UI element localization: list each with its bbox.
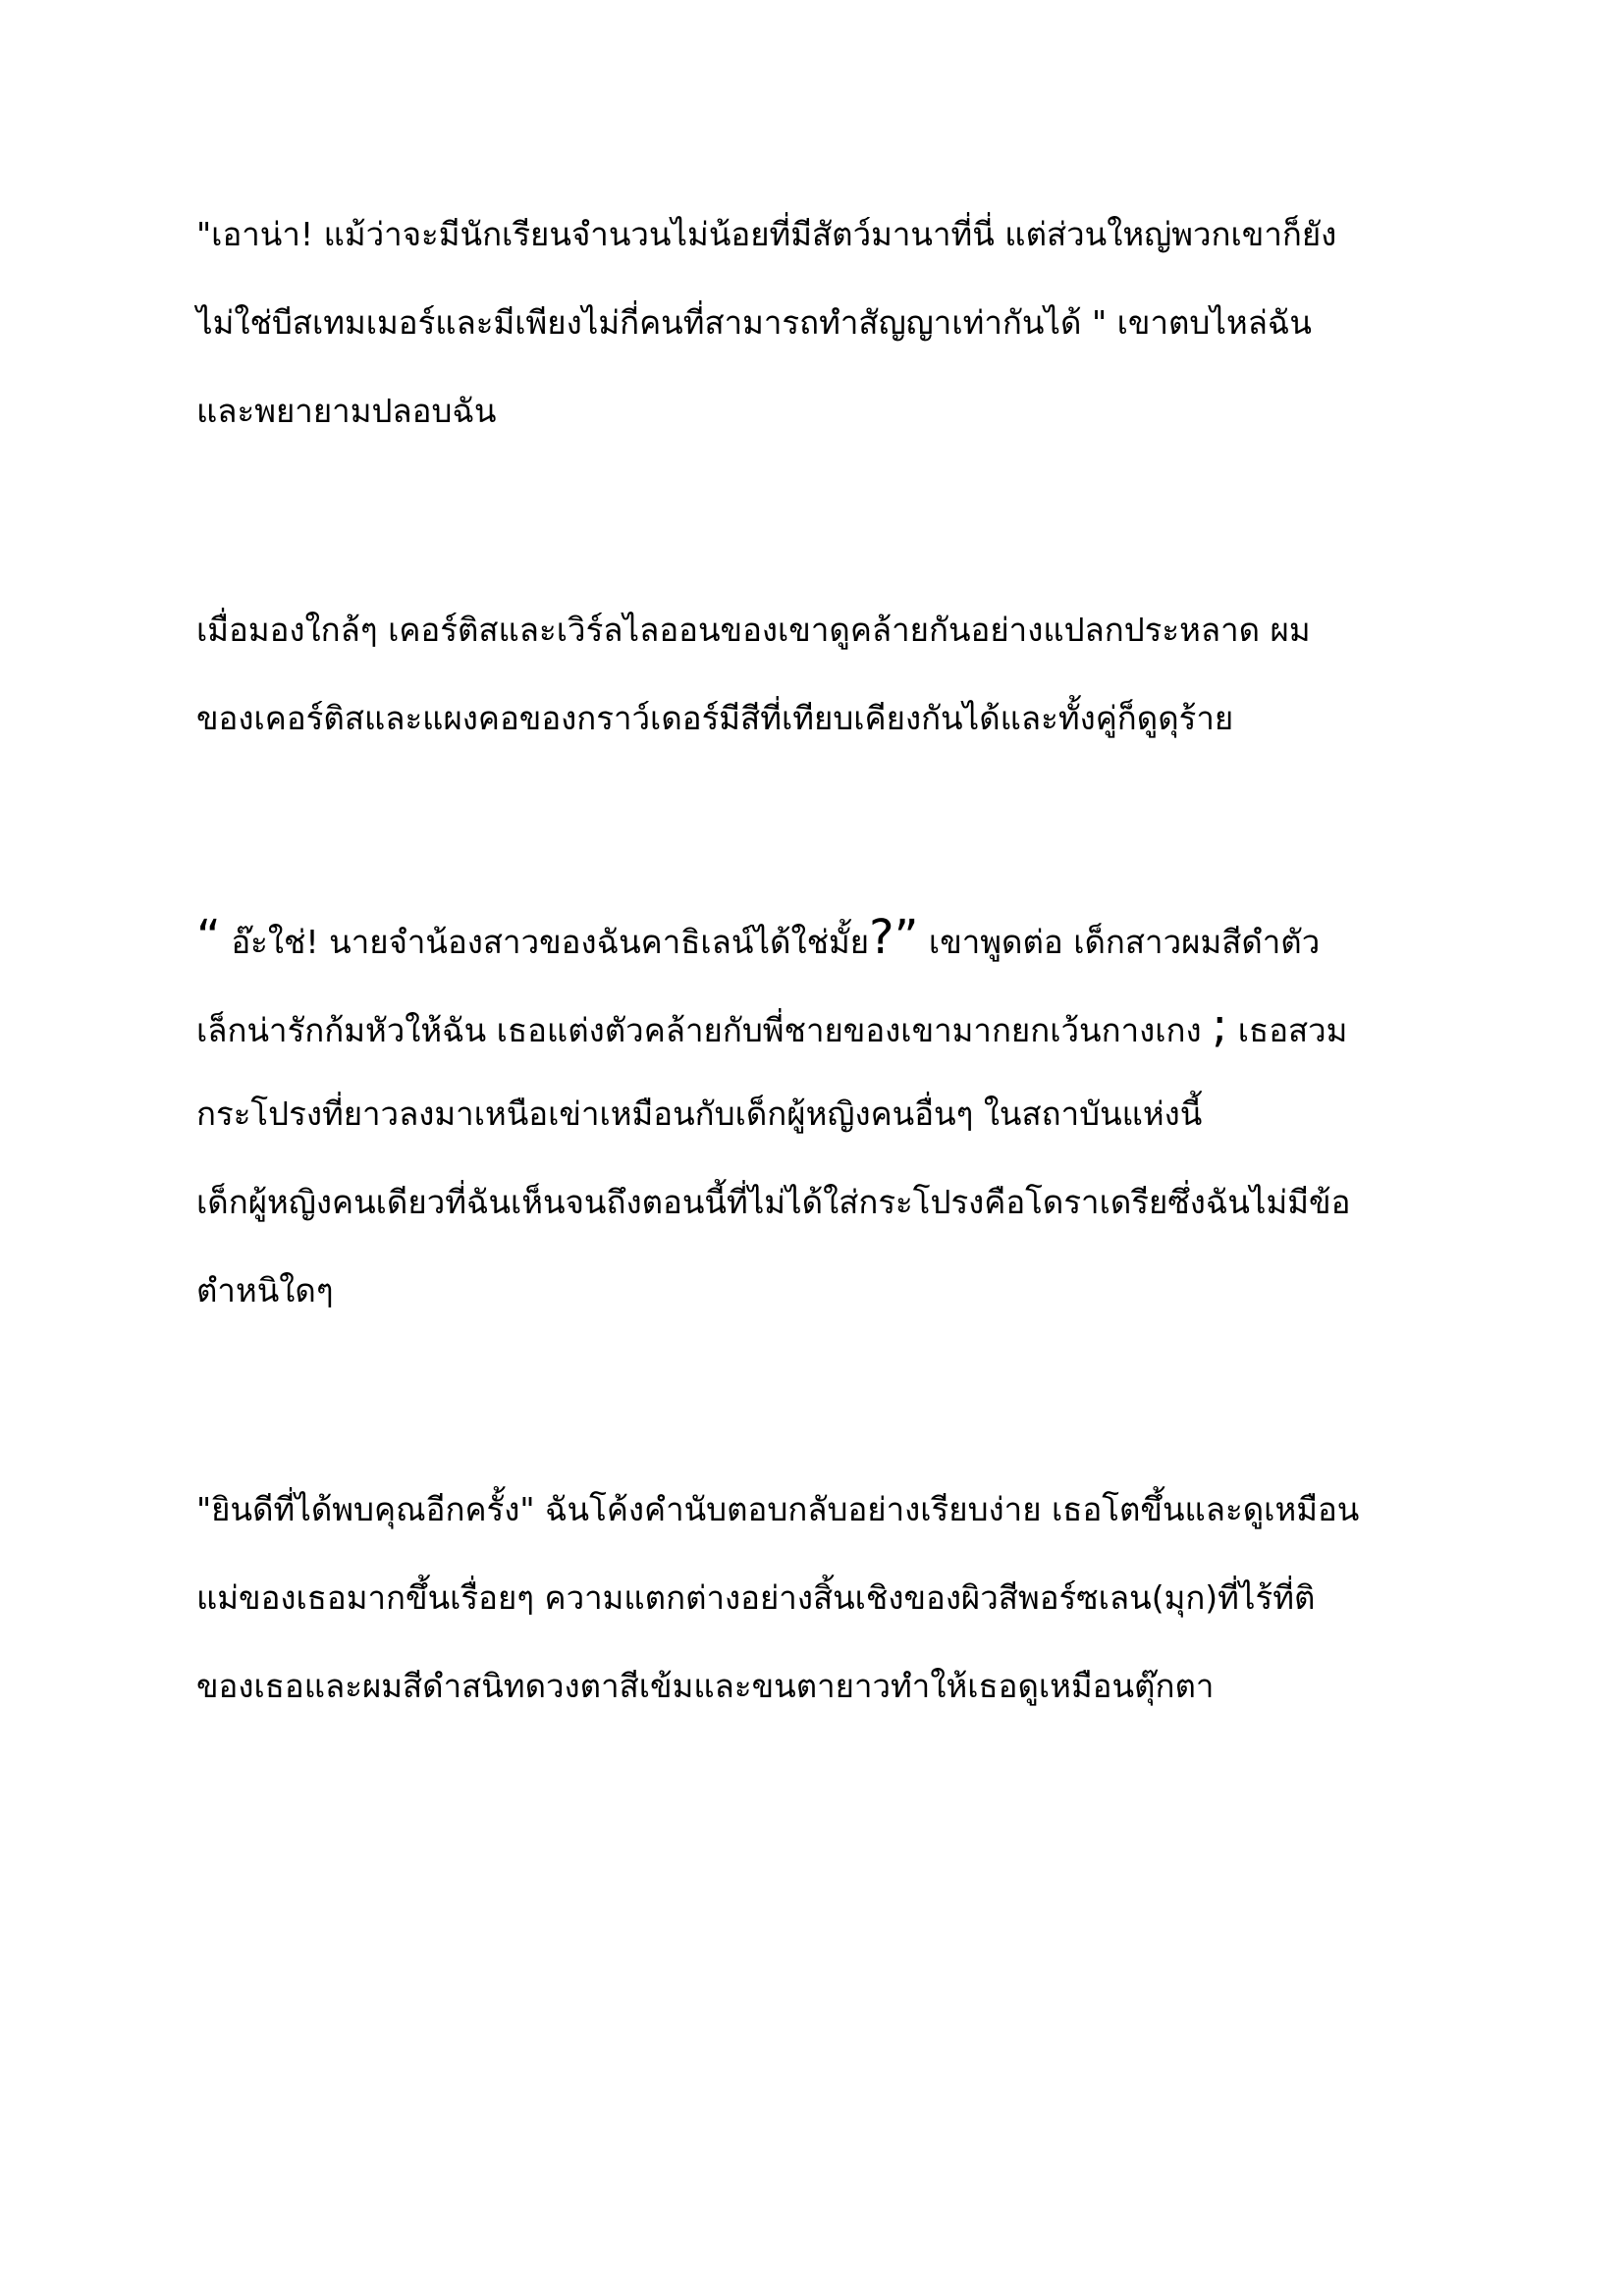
paragraph-1 (196, 190, 1453, 455)
paragraph-4-line-2: แม่ของเธอมากขึ้นเรื่อยๆ ความแตกต่างอย่างสิ้นเชิงของผิวสีพอร์ซเลน(มุก)ที่ไร้ที่ติ (196, 1578, 1316, 1617)
question-mark: ?” (869, 910, 919, 965)
open-quote-mark: “ (196, 910, 221, 965)
paragraph-3-line-1 (196, 893, 1453, 982)
line-text-a: เล็กน่ารักก้มหัวให้ฉัน เธอแต่งตัวคล้ายกับพี่ชายของเขามากยกเว้นกางเกง (196, 1011, 1213, 1049)
narration-text: เขาพูดต่อ เด็กสาวผมสีดำตัว (918, 923, 1321, 961)
line-text-b: เธอสวม (1227, 1011, 1348, 1049)
paragraph-1-line-1: "เอาน่า! แม้ว่าจะมีนักเรียนจำนวนไม่น้อยที่มีสัตว์มานาที่นี่ แต่ส่วนใหญ่พวกเขาก็ยัง (196, 215, 1337, 253)
paragraph-3-line-3: กระโปรงที่ยาวลงมาเหนือเข่าเหมือนกับเด็กผู้หญิงคนอื่นๆ ในสถาบันแห่งนี้ (196, 1095, 1203, 1133)
semicolon-mark: ; (1212, 998, 1228, 1053)
paragraph-4 (196, 1466, 1453, 1731)
paragraph-3-line-5: ตำหนิใดๆ (196, 1271, 334, 1309)
paragraph-4-line-1: "ยินดีที่ได้พบคุณอีกครั้ง" ฉันโค้งคำนับตอบกลับอย่างเรียบง่าย เธอโตขึ้นและดูเหมือน (196, 1490, 1360, 1528)
paragraph-1-line-2: ไม่ใช่บีสเทมเมอร์และมีเพียงไม่กี่คนที่สามารถทำสัญญาเท่ากันได้ " เขาตบไหล่ฉัน (196, 303, 1312, 342)
paragraph-3-line-2 (196, 982, 1453, 1070)
paragraph-3-line-4: เด็กผู้หญิงคนเดียวที่ฉันเห็นจนถึงตอนนี้ที่ไม่ได้ใส่กระโปรงคือโดราเดรียซึ่งฉันไม่มีข้อ (196, 1183, 1351, 1221)
dialogue-text: อ๊ะใช่! นายจำน้องสาวของฉันคาธิเลน์ได้ใช่มั้ย (220, 923, 870, 961)
paragraph-2-line-2: ของเคอร์ติสและแผงคอของกราว์เดอร์มีสีที่เทียบเคียงกันได้และทั้งคู่ก็ดูดุร้าย (196, 699, 1234, 737)
paragraph-4-line-3: ของเธอและผมสีดำสนิทดวงตาสีเข้มและขนตายาวทำให้เธอดูเหมือนตุ๊กตา (196, 1667, 1215, 1705)
paragraph-2 (196, 586, 1453, 763)
paragraph-2-line-1: เมื่อมองใกล้ๆ เคอร์ติสและเวิร์ลไลออนของเขาดูคล้ายกันอย่างแปลกประหลาด ผม (196, 611, 1311, 649)
paragraph-3 (196, 893, 1453, 1335)
paragraph-1-line-3: และพยายามปลอบฉัน (196, 392, 497, 430)
